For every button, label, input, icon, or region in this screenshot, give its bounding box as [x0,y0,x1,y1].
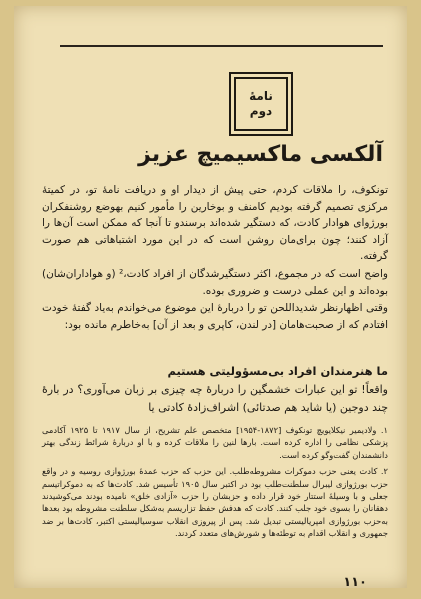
footnote-1: ۱. ولادیمیر نیکلایویچ تونکوف [۱۸۷۲-۱۹۵۴] متخصص علم تشریح، از سال ۱۹۱۷ تا ۱۹۲۵ آکادمی پزشکی نظامی را اداره کرده است. بارها لنین را ملاقات کرده و با او دربارهٔ شرائط زندگی بهتر دانشمندان گفت‌وگو کرده است. [42,425,388,460]
section-heading: ما هنرمندان افراد بی‌مسؤولیتی هستیم [167,364,388,378]
letter-title: آلکسی ماکسیمیچ عزیز [138,142,383,167]
badge-line-1: نامهٔ [249,89,273,103]
paragraph-1: تونکوف، را ملاقات کردم، حتی پیش از دیدار او و دریافت نامهٔ تو، در کمیتهٔ مرکزی تصمیم گرفته بودیم کامنف و بوخارین را مأمور کنیم بهوضع روشنفکران بورژوای هوادار کادت، که دستگیر شده‌اند برسندو تا آنجا که ممکن است آن‌ها را آزاد کنند؛ چون برای‌مان روشن است که در این مورد اشتباهاتی هم صورت گرفته. [42,184,388,263]
book-page [14,6,407,588]
letter-number-badge [229,72,293,136]
paragraph-2: واضح است که در مجموع، اکثر دستگیرشدگان از افراد کادت،² (و هواداران‌شان) بوده‌اند و این عملی درست و ضروری بوده. [42,267,388,297]
top-rule [60,45,383,47]
letter-body [42,182,388,334]
paragraph-3: وقتی اظهارنظر شدیداللحن تو را دربارهٔ این موضوع می‌خواندم به‌یاد گفتهٔ خودت افتادم که از صحبت‌هامان [در لندن، کاپری و بعد از آن] به‌خاطرم مانده بود: [42,302,388,331]
badge-inner-frame [234,77,288,131]
footnotes [42,424,388,544]
page-number: ۱۱۰ [343,575,367,590]
badge-line-2: دوم [249,104,273,118]
footnote-2: ۲. کادت یعنی حزب دموکرات مشروطه‌طلب. این حزب که حزب عمدهٔ بورژوازی روسیه و در واقع حزب بورژوازی لیبرال سلطنت‌طلب بود در اکتبر سال ۱۹۰۵ تأسیس شد. کادت‌ها که به دموکراتیسم جعلی و با وسیلهٔ استتار خود قرار داده و حزبشان را حزب «آزادی خلق» نامیده بودند می‌کوشیدند دهقانان را بسوی خود جلب کنند. کادت که هدفش حفظ تزاریسم به‌شکل سلطنت مشروطه بود بعدها به‌حزب بورژوازی امپریالیستی تبدیل شد. پس از پیروزی انقلاب سوسیالیستی اکتبر، کادت‌ها بر ضد جمهوری و انقلاب اقدام به توطئه‌ها و شورش‌های متعدد کردند. [42,466,388,539]
paragraph-4: واقعاً! تو این عبارات خشمگین را دربارهٔ چه چیزی بر زبان می‌آوری؟ در بارهٔ چند دوجین (یا شاید هم صدتائی) اشراف‌زادهٔ کادتی یا [42,383,388,414]
